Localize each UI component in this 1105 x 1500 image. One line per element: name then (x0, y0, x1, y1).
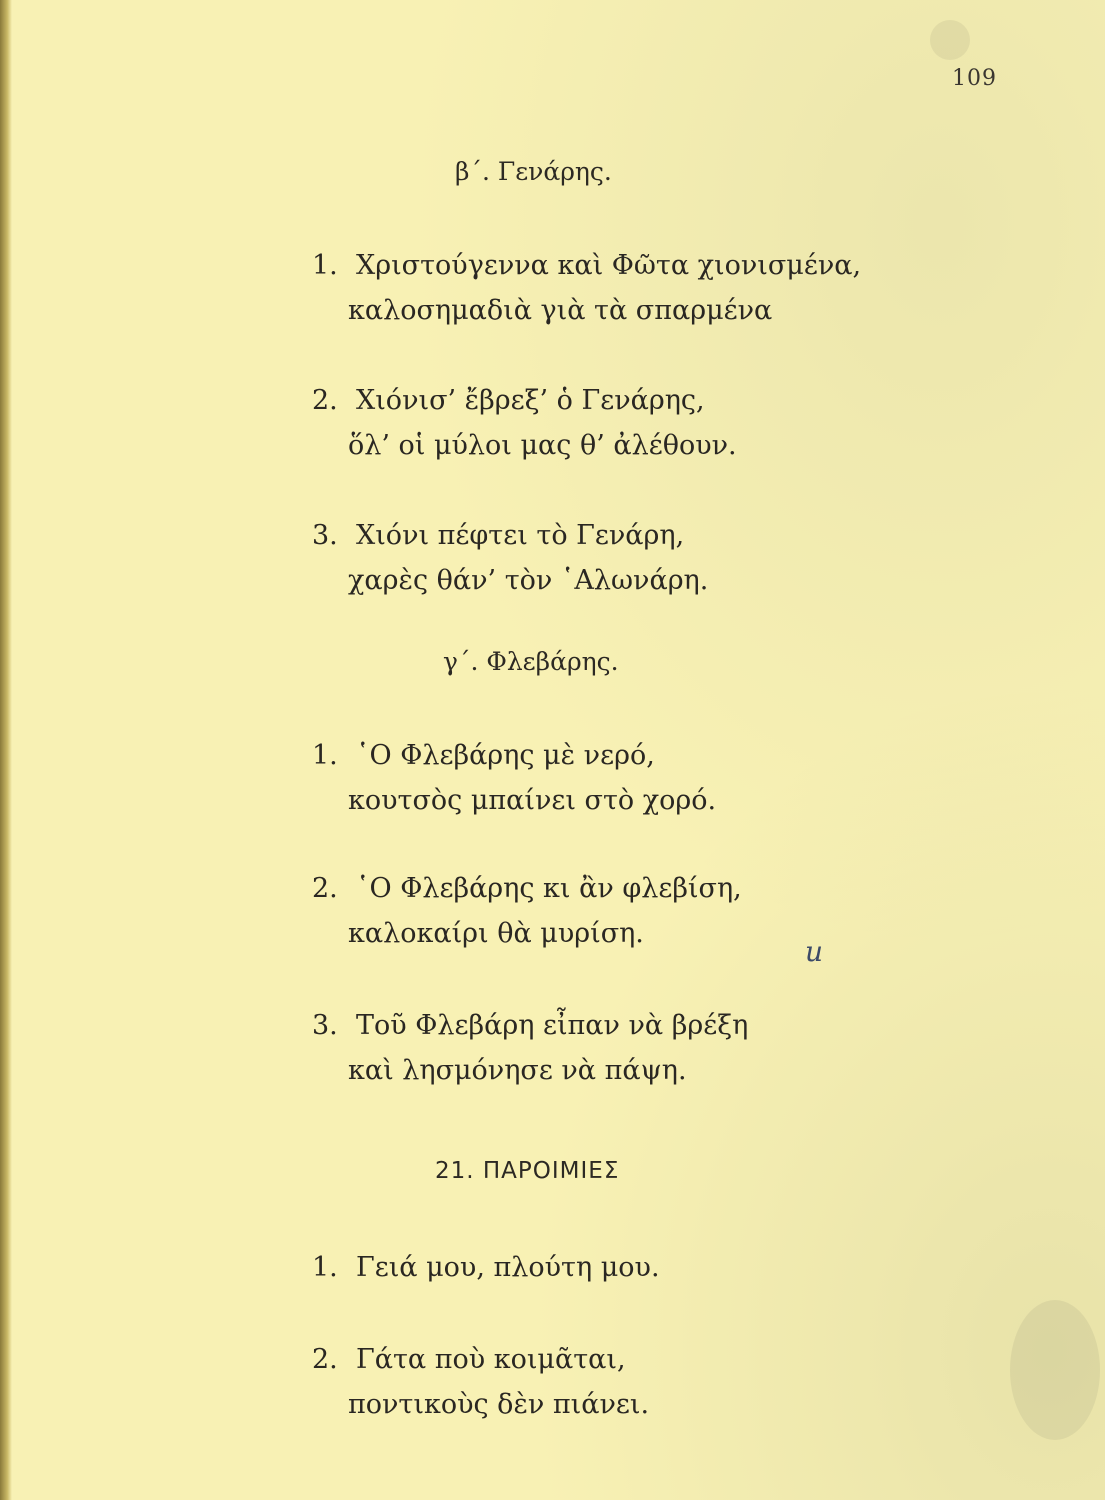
entry-number: 3. (312, 1010, 338, 1041)
entry-line-2: καλοσημαδιὰ γιὰ τὰ σπαρμένα (348, 295, 773, 326)
entry-number: 3. (312, 520, 338, 551)
entry-line-2: καλοκαίρι θὰ μυρίση. (348, 918, 644, 949)
entry-line-1: Γειά μου, πλούτη μου. (356, 1252, 660, 1283)
entry-number: 1. (312, 1252, 338, 1283)
entry-line-2: χαρὲς θάν’ τὸν ῾Αλωνάρη. (348, 565, 709, 596)
proverb-entry (312, 1245, 660, 1290)
entry-number: 1. (312, 250, 338, 281)
entry-line-1: Χριστούγεννα καὶ Φῶτα χιονισμένα, (356, 250, 862, 281)
entry-line-1: Χιόνι πέφτει τὸ Γενάρη, (356, 520, 685, 551)
proverb-entry (312, 378, 737, 468)
section-heading-february: γ΄. Φλεβάρης. (443, 647, 619, 676)
entry-line-2: κουτσὸς μπαίνει στὸ χορό. (348, 785, 717, 816)
page-binding-edge (0, 0, 12, 1500)
entry-line-2: καὶ λησμόνησε νὰ πάψη. (348, 1055, 687, 1086)
proverb-entry (312, 1337, 649, 1427)
proverb-entry (312, 513, 708, 603)
entry-number: 2. (312, 385, 338, 416)
entry-number: 2. (312, 1344, 338, 1375)
entry-line-2: ὅλ’ οἱ μύλοι μας θ’ ἀλέθουν. (348, 430, 737, 461)
entry-line-1: ῾Ο Φλεβάρης μὲ νερό, (356, 740, 655, 771)
proverb-entry (312, 1003, 748, 1093)
entry-line-1: Χιόνισ’ ἔβρεξ’ ὁ Γενάρης, (356, 385, 705, 416)
handwritten-note: u (805, 935, 824, 968)
section-heading-proverbs: 21. ΠΑΡΟΙΜΙΕΣ (435, 1158, 620, 1184)
proverb-entry (312, 866, 742, 956)
proverb-entry (312, 243, 861, 333)
proverb-entry (312, 733, 716, 823)
entry-line-1: Τοῦ Φλεβάρη εἶπαν νὰ βρέξη (356, 1010, 749, 1041)
entry-number: 2. (312, 873, 338, 904)
entry-line-1: Γάτα ποὺ κοιμᾶται, (356, 1344, 626, 1375)
entry-line-2: ποντικοὺς δὲν πιάνει. (348, 1389, 650, 1420)
paper-stain (1010, 1300, 1100, 1440)
paper-stain (930, 20, 970, 60)
section-heading-january: β΄. Γενάρης. (455, 157, 612, 186)
entry-number: 1. (312, 740, 338, 771)
page-number: 109 (952, 66, 997, 91)
entry-line-1: ῾Ο Φλεβάρης κι ἂν φλεβίση, (356, 873, 742, 904)
